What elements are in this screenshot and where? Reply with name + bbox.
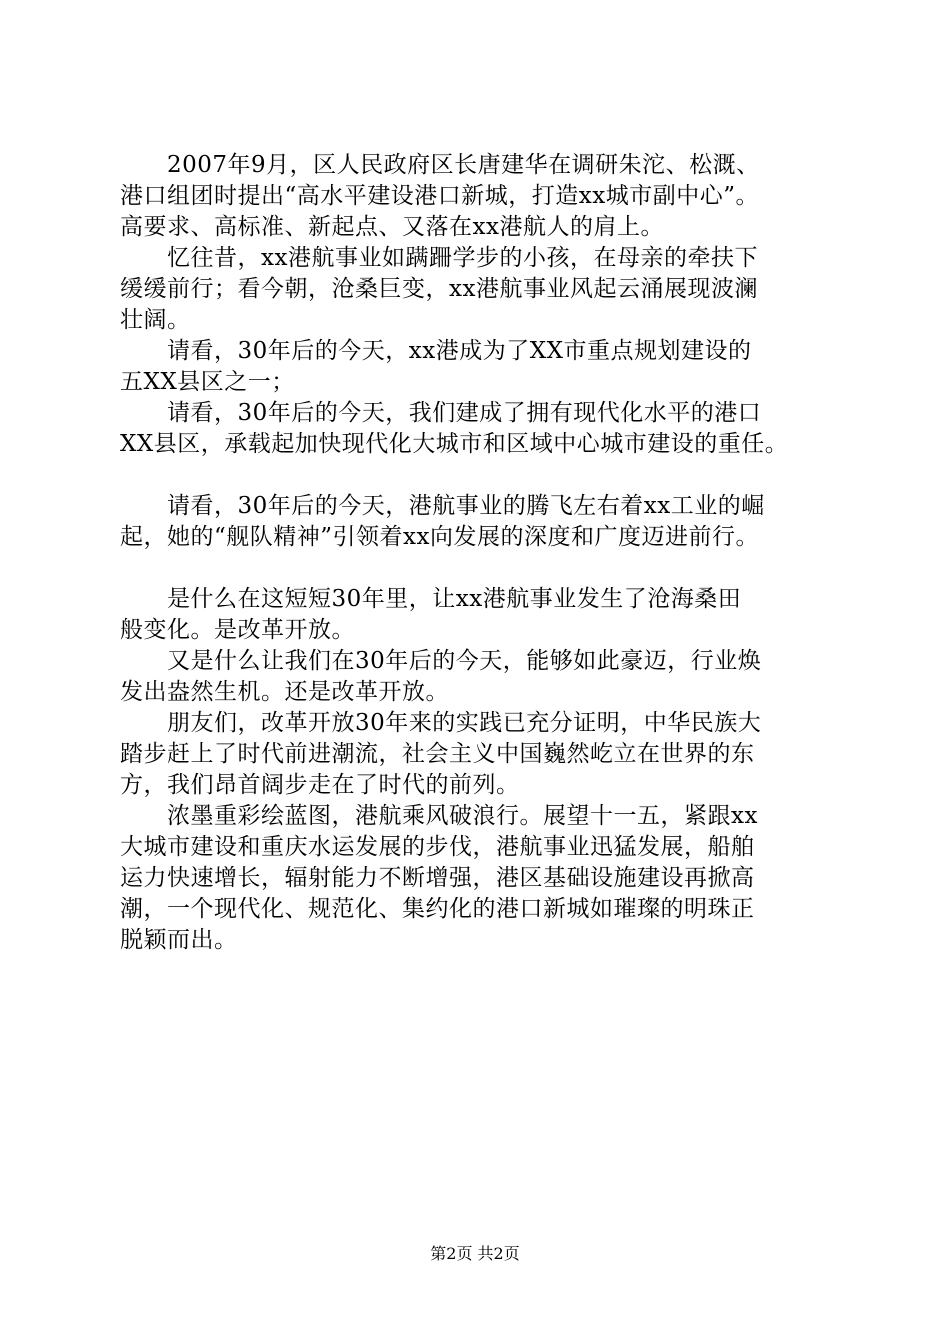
text-line: 浓墨重彩绘蓝图，港航乘风破浪行。展望十一五，紧跟xx [120, 803, 758, 829]
text-line: 踏步赶上了时代前进潮流，社会主义中国巍然屹立在世界的东 [120, 741, 755, 767]
text-line: 又是什么让我们在30年后的今天，能够如此豪迈，行业焕 [120, 648, 762, 674]
text-line: XX县区，承载起加快现代化大城市和区域中心城市建设的重任。 [120, 431, 789, 457]
blank-line [120, 553, 832, 584]
text-line: 般变化。是改革开放。 [120, 617, 355, 643]
text-line: 壮阔。 [120, 307, 191, 333]
text-line: 是什么在这短短30年里，让xx港航事业发生了沧海桑田 [120, 586, 742, 612]
text-line: 高要求、高标准、新起点、又落在xx港航人的肩上。 [120, 214, 664, 240]
text-line: 朋友们，改革开放30年来的实践已充分证明，中华民族大 [120, 710, 762, 736]
text-line: 2007年9月，区人民政府区长唐建华在调研朱沱、松溉、 [120, 152, 760, 178]
text-line: 请看，30年后的今天，xx港成为了XX市重点规划建设的 [120, 338, 752, 364]
text-line: 运力快速增长，辐射能力不断增强，港区基础设施建设再掀高 [120, 865, 755, 891]
page-footer: 第2页 共2页 [430, 1244, 520, 1263]
text-line: 请看，30年后的今天，我们建成了拥有现代化水平的港口 [120, 400, 762, 426]
text-line: 大城市建设和重庆水运发展的步伐，港航事业迅猛发展，船舶 [120, 834, 755, 860]
text-line: 缓缓前行；看今朝，沧桑巨变，xx港航事业风起云涌展现波澜 [120, 276, 758, 302]
blank-line [120, 460, 832, 491]
text-line: 五XX县区之一； [120, 369, 295, 395]
text-line: 方，我们昂首阔步走在了时代的前列。 [120, 772, 520, 798]
body-text [120, 150, 832, 956]
text-line: 起，她的“舰队精神”引领着xx向发展的深度和广度迈进前行。 [120, 524, 759, 550]
text-line: 忆往昔，xx港航事业如蹒跚学步的小孩，在母亲的牵扶下 [120, 245, 758, 271]
text-line: 潮，一个现代化、规范化、集约化的港口新城如璀璨的明珠正 [120, 896, 755, 922]
text-line: 港口组团时提出“高水平建设港口新城，打造xx城市副中心”。 [120, 183, 759, 209]
text-line: 脱颖而出。 [120, 927, 238, 953]
text-line: 请看，30年后的今天，港航事业的腾飞左右着xx工业的崛 [120, 493, 765, 519]
text-line: 发出盎然生机。还是改革开放。 [120, 679, 449, 705]
